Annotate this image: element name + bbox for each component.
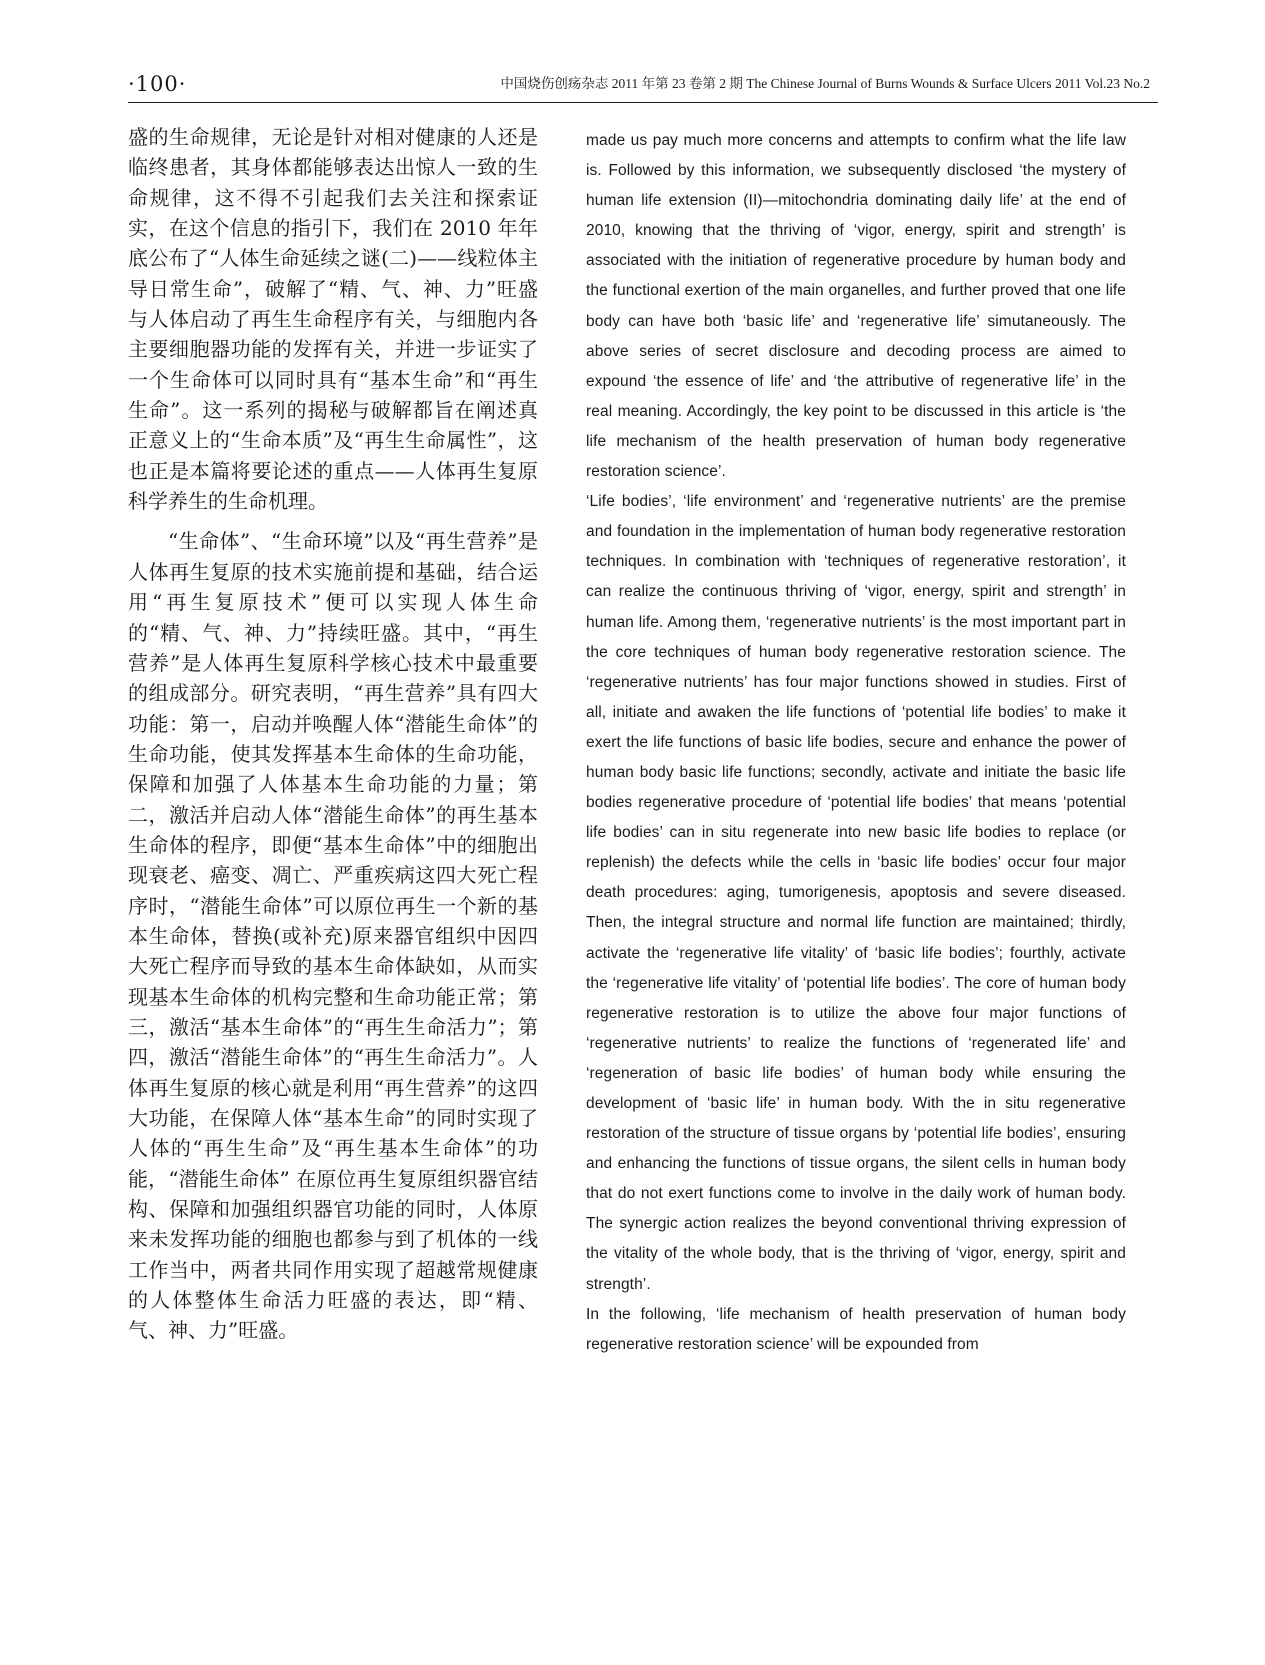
right-paragraph-1: made us pay much more concerns and attempts to confirm what the life law is. Followed by this information, we subsequently disclosed ‘the mystery of human life extension (II)—mitochondria dominating daily life’ at the end of 2010, knowing that the thriving of ‘vigor, energy, spirit and strength’ is associated with the initiation of regenerative procedure by human body and the functional exertion of the main organelles, and further proved that one life body can have both ‘basic life’ and ‘regenerative life’ simutaneously. The above series of secret disclosure and decoding process are aimed to expound ‘the essence of life’ and ‘the attributive of regenerative life’ in the real meaning. Accordingly, the key point to be discussed in this article is ‘the life mechanism of the health preservation of human body regenerative restoration science’. — [586, 132, 1126, 481]
right-paragraph-3: In the following, ‘life mechanism of health preservation of human body regenerative restoration science’ will be expounded from — [586, 1305, 1126, 1353]
left-paragraph-1: 盛的生命规律，无论是针对相对健康的人还是临终患者，其身体都能够表达出惊人一致的生命规律，这不得不引起我们去关注和探索证实，在这个信息的指引下，我们在 2010 年年底公布了“人体生命延续之谜(二)——线粒体主导日常生命”，破解了“精、气、神、力”旺盛与人体启动了再生生命程序有关，与细胞内各主要细胞器功能的发挥有关，并进一步证实了一个生命体可以同时具有“基本生命”和“再生生命”。这一系列的揭秘与破解都旨在阐述真正意义上的“生命本质”及“再生生命属性”，这也正是本篇将要论述的重点——人体再生复原科学养生的生命机理。 — [128, 125, 538, 514]
left-column-chinese — [128, 122, 538, 1346]
left-paragraph-2: “生命体”、“生命环境”以及“再生营养”是人体再生复原的技术实施前提和基础，结合运用“再生复原技术”便可以实现人体生命的“精、气、神、力”持续旺盛。其中，“再生营养”是人体再生复原科学核心技术中最重要的组成部分。研究表明，“再生营养”具有四大功能：第一，启动并唤醒人体“潜能生命体”的生命功能，使其发挥基本生命体的生命功能，保障和加强了人体基本生命功能的力量；第二，激活并启动人体“潜能生命体”的再生基本生命体的程序，即便“基本生命体”中的细胞出现衰老、癌变、凋亡、严重疾病这四大死亡程序时，“潜能生命体”可以原位再生一个新的基本生命体，替换(或补充)原来器官组织中因四大死亡程序而导致的基本生命体缺如，从而实现基本生命体的机构完整和生命功能正常；第三，激活“基本生命体”的“再生生命活力”；第四，激活“潜能生命体”的“再生生命活力”。人体再生复原的核心就是利用“再生营养”的这四大功能，在保障人体“基本生命”的同时实现了人体的“再生生命”及“再生基本生命体”的功能，“潜能生命体” 在原位再生复原组织器官结构、保障和加强组织器官功能的同时，人体原来未发挥功能的细胞也都参与到了机体的一线工作当中，两者共同作用实现了超越常规健康的人体整体生命活力旺盛的表达，即“精、气、神、力”旺盛。 — [128, 529, 538, 1343]
right-paragraph-2: ‘Life bodies’, ‘life environment’ and ‘regenerative nutrients’ are the premise and foundation in the implementation of human body regenerative restoration techniques. In combination with ‘techniques of regenerative restoration’, it can realize the continuous thriving of ‘vigor, energy, spirit and strength’ in human life. Among them, ‘regenerative nutrients’ is the most important part in the core techniques of human body regenerative restoration science. The ‘regenerative nutrients’ has four major functions showed in studies. First of all, initiate and awaken the life functions of ‘potential life bodies’ to make it exert the life functions of basic life bodies, secure and enhance the power of human body basic life functions; secondly, activate and initiate the basic life bodies regenerative procedure of ‘potential life bodies’ that means ‘potential life bodies’ can in situ regenerate into new basic life bodies to replace (or replenish) the defects while the cells in ‘basic life bodies’ occur four major death procedures: aging, tumorigenesis, apoptosis and severe diseased. Then, the integral structure and normal life function are maintained; thirdly, activate the ‘regenerative life vitality’ of ‘basic life bodies’; fourthly, activate the ‘regenerative life vitality’ of ‘potential life bodies’. The core of human body regenerative restoration is to utilize the above four major functions of ‘regenerative nutrients’ to realize the functions of ‘regenerated life’ and ‘regeneration of basic life bodies’ of human body while ensuring the development of ‘basic life’ in human body. With the in situ regenerative restoration of the structure of tissue organs by ‘potential life bodies’, ensuring and enhancing the functions of tissue organs, the silent cells in human body that do not exert functions come to involve in the daily work of human body. The synergic action realizes the beyond conventional thriving expression of the vitality of the whole body, that is the thriving of ‘vigor, energy, spirit and strength’. — [586, 493, 1126, 1293]
right-column-english — [586, 126, 1126, 1360]
page-number: ·100· — [128, 72, 187, 96]
running-header: 中国烧伤创疡杂志 2011 年第 23 卷第 2 期 The Chinese Journal of Burns Wounds & Surface Ulcers 2011 Vol.23 No.2 — [500, 76, 1150, 91]
header-rule — [128, 102, 1158, 103]
